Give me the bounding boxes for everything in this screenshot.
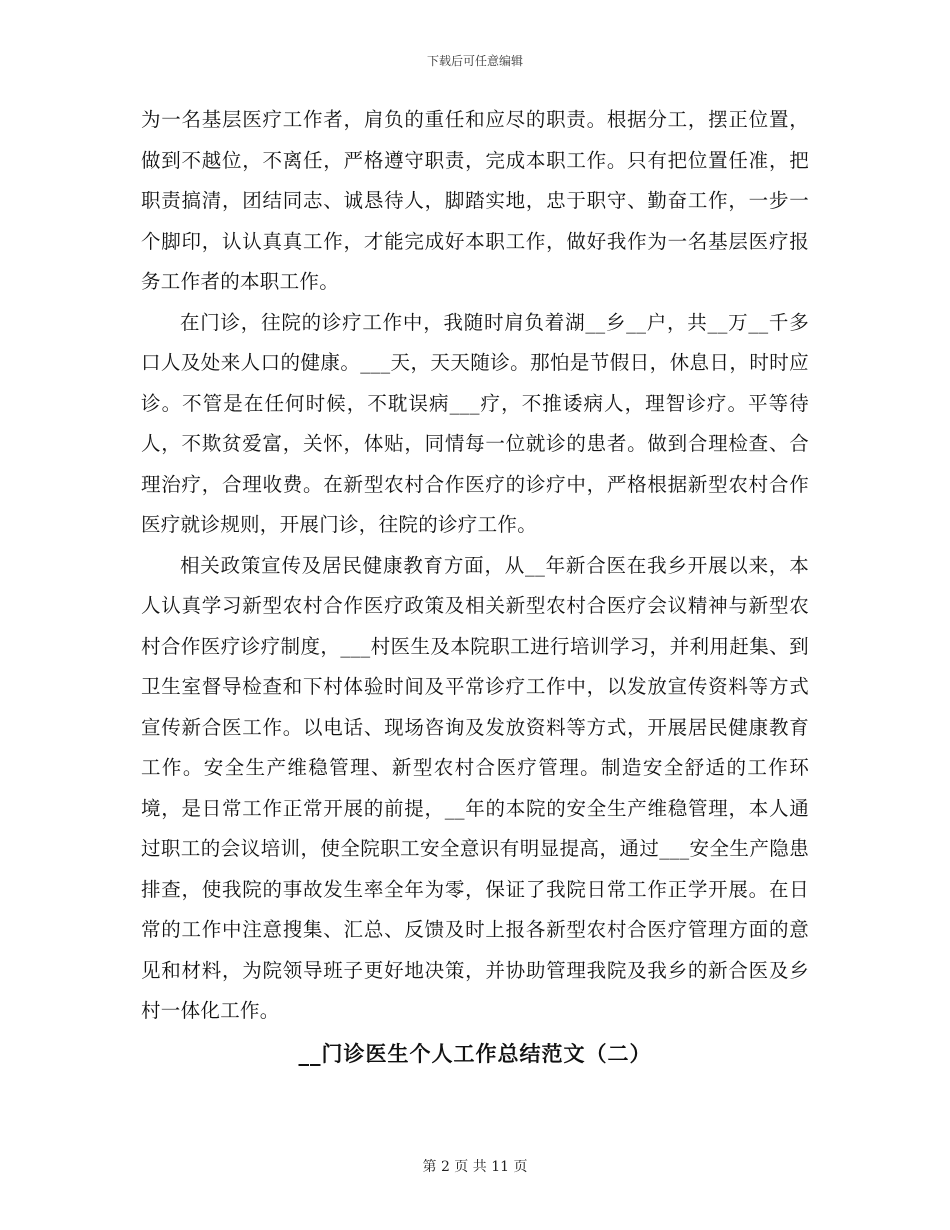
page-header-note: 下载后可任意编辑: [426, 54, 523, 68]
page-number: 第 2 页 共 11 页: [422, 1159, 528, 1175]
paragraph-1: 为一名基层医疗工作者，肩负的重任和应尽的职责。根据分工，摆正位置，做到不越位，不离任，严格遵守职责，完成本职工作。只有把位置任准，把职责搞清，团结同志、诚恳待人，脚踏实地，忠于职守、勤奋工作，一步一个脚印，认认真真工作，才能完成好本职工作，做好我作为一名基层医疗报务工作者的本职工作。: [141, 108, 809, 293]
section-title: __门诊医生个人工作总结范文（二）: [298, 1040, 652, 1066]
paragraph-2: 在门诊，往院的诊疗工作中，我随时肩负着湖__乡__户，共__万__千多口人及处来人口的健康。___天，天天随诊。那怕是节假日，休息日，时时应诊。不管是在任何时候，不耽误病___疗，不推诿病人，理智诊疗。平等待人，不欺贫爱富，关怀，体贴，同情每一位就诊的患者。做到合理检查、合理治疗，合理收费。在新型农村合作医疗的诊疗中，严格根据新型农村合作医疗就诊规则，开展门诊，往院的诊疗工作。: [141, 310, 809, 536]
paragraph-3: 相关政策宣传及居民健康教育方面，从__年新合医在我乡开展以来，本人认真学习新型农村合作医疗政策及相关新型农村合医疗会议精神与新型农村合作医疗诊疗制度，___村医生及本院职工进行培训学习，并利用赶集、到卫生室督导检查和下村体验时间及平常诊疗工作中，以发放宣传资料等方式宣传新合医工作。以电话、现场咨询及发放资料等方式，开展居民健康教育工作。安全生产维稳管理、新型农村合医疗管理。制造安全舒适的工作环境，是日常工作正常开展的前提，__年的本院的安全生产维稳管理，本人通过职工的会议培训，使全院职工安全意识有明显提高，通过___安全生产隐患排查，使我院的事故发生率全年为零，保证了我院日常工作正学开展。在日常的工作中注意搜集、汇总、反馈及时上报各新型农村合医疗管理方面的意见和材料，为院领导班子更好地决策，并协助管理我院及我乡的新合医及乡村一体化工作。: [141, 553, 809, 1022]
document-body: [141, 100, 809, 1076]
